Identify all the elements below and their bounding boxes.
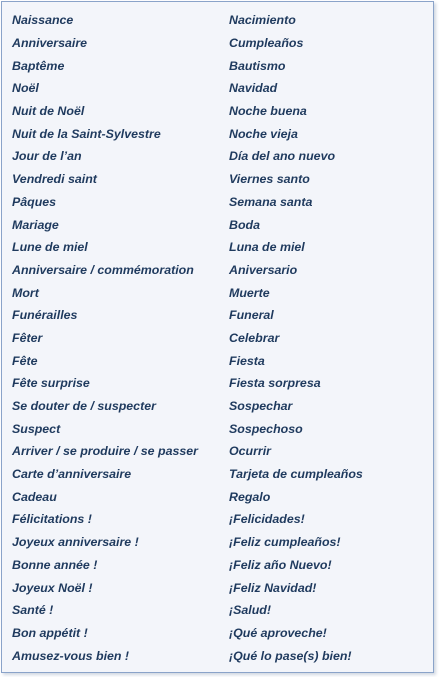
french-term: Bonne année ! — [12, 557, 98, 572]
french-term: Vendredi saint — [12, 172, 97, 187]
french-term: Mort — [12, 285, 39, 300]
french-term: Naissance — [12, 13, 74, 28]
spanish-term: Noche vieja — [229, 126, 298, 141]
vocabulary-row — [12, 281, 429, 304]
french-term: Santé ! — [12, 603, 54, 618]
vocabulary-row — [12, 485, 429, 508]
vocabulary-row — [12, 644, 429, 667]
spanish-term: Bautismo — [229, 58, 286, 73]
french-term: Se douter de / suspecter — [12, 399, 156, 414]
vocabulary-row — [12, 9, 429, 32]
vocabulary-row — [12, 395, 429, 418]
french-term: Noël — [12, 81, 39, 96]
spanish-term: ¡Qué aproveche! — [229, 625, 327, 640]
spanish-term: ¡Qué lo pase(s) bien! — [229, 648, 352, 663]
french-term: Carte d’anniversaire — [12, 467, 132, 482]
spanish-term: Regalo — [229, 489, 271, 504]
vocabulary-row — [12, 417, 429, 440]
french-term: Cadeau — [12, 489, 57, 504]
french-term: Arriver / se produire / se passer — [12, 444, 198, 459]
french-term: Lune de miel — [12, 240, 88, 255]
french-term: Anniversaire / commémoration — [12, 262, 194, 277]
vocabulary-row — [12, 259, 429, 282]
spanish-term: Aniversario — [229, 262, 298, 277]
vocabulary-row — [12, 440, 429, 463]
vocabulary-row — [12, 32, 429, 55]
spanish-term: ¡Feliz cumpleaños! — [229, 535, 341, 550]
vocabulary-row — [12, 349, 429, 372]
vocabulary-row — [12, 531, 429, 554]
spanish-term: Día del ano nuevo — [229, 149, 336, 164]
french-term: Félicitations ! — [12, 512, 92, 527]
vocabulary-row — [12, 554, 429, 577]
spanish-term: Sospechoso — [229, 421, 303, 436]
french-term: Joyeux anniversaire ! — [12, 535, 139, 550]
french-term: Funérailles — [12, 308, 78, 323]
french-term: Fête — [12, 353, 38, 368]
spanish-term: Celebrar — [229, 330, 280, 345]
french-term: Suspect — [12, 421, 61, 436]
vocabulary-row — [12, 576, 429, 599]
french-term: Baptême — [12, 58, 65, 73]
vocabulary-table — [12, 9, 429, 667]
french-term: Amusez-vous bien ! — [12, 648, 130, 663]
vocabulary-row — [12, 372, 429, 395]
french-term: Jour de l’an — [12, 149, 82, 164]
spanish-term: Navidad — [229, 81, 278, 96]
french-term: Anniversaire — [12, 36, 88, 51]
vocabulary-table-body — [12, 9, 429, 667]
vocabulary-row — [12, 191, 429, 214]
spanish-term: Sospechar — [229, 399, 293, 414]
spanish-term: Funeral — [229, 308, 274, 323]
vocabulary-row — [12, 622, 429, 645]
spanish-term: Muerte — [229, 285, 270, 300]
spanish-term: Ocurrir — [229, 444, 272, 459]
spanish-term: Cumpleaños — [229, 36, 304, 51]
french-term: Bon appétit ! — [12, 625, 88, 640]
spanish-term: ¡Feliz Navidad! — [229, 580, 317, 595]
vocabulary-row — [12, 304, 429, 327]
spanish-term: Semana santa — [229, 194, 313, 209]
spanish-term: ¡Feliz año Nuevo! — [229, 557, 332, 572]
french-term: Fête surprise — [12, 376, 90, 391]
vocabulary-row — [12, 463, 429, 486]
spanish-term: ¡Salud! — [229, 603, 271, 618]
spanish-term: Nacimiento — [229, 13, 296, 28]
vocabulary-row — [12, 599, 429, 622]
vocabulary-row — [12, 213, 429, 236]
spanish-term: ¡Felicidades! — [229, 512, 305, 527]
french-term: Nuit de la Saint-Sylvestre — [12, 126, 161, 141]
vocabulary-row — [12, 54, 429, 77]
vocabulary-row — [12, 77, 429, 100]
spanish-term: Tarjeta de cumpleaños — [229, 467, 363, 482]
vocabulary-row — [12, 100, 429, 123]
spanish-term: Boda — [229, 217, 260, 232]
spanish-term: Fiesta sorpresa — [229, 376, 321, 391]
vocabulary-row — [12, 168, 429, 191]
spanish-term: Viernes santo — [229, 172, 310, 187]
spanish-term: Noche buena — [229, 104, 307, 119]
french-term: Fêter — [12, 330, 43, 345]
vocabulary-row — [12, 122, 429, 145]
vocabulary-row — [12, 327, 429, 350]
french-term: Pâques — [12, 194, 57, 209]
vocabulary-row — [12, 236, 429, 259]
french-term: Joyeux Noël ! — [12, 580, 93, 595]
spanish-term: Luna de miel — [229, 240, 305, 255]
spanish-term: Fiesta — [229, 353, 265, 368]
vocabulary-card — [1, 1, 434, 673]
vocabulary-row — [12, 508, 429, 531]
vocabulary-row — [12, 145, 429, 168]
french-term: Nuit de Noël — [12, 104, 85, 119]
french-term: Mariage — [12, 217, 59, 232]
